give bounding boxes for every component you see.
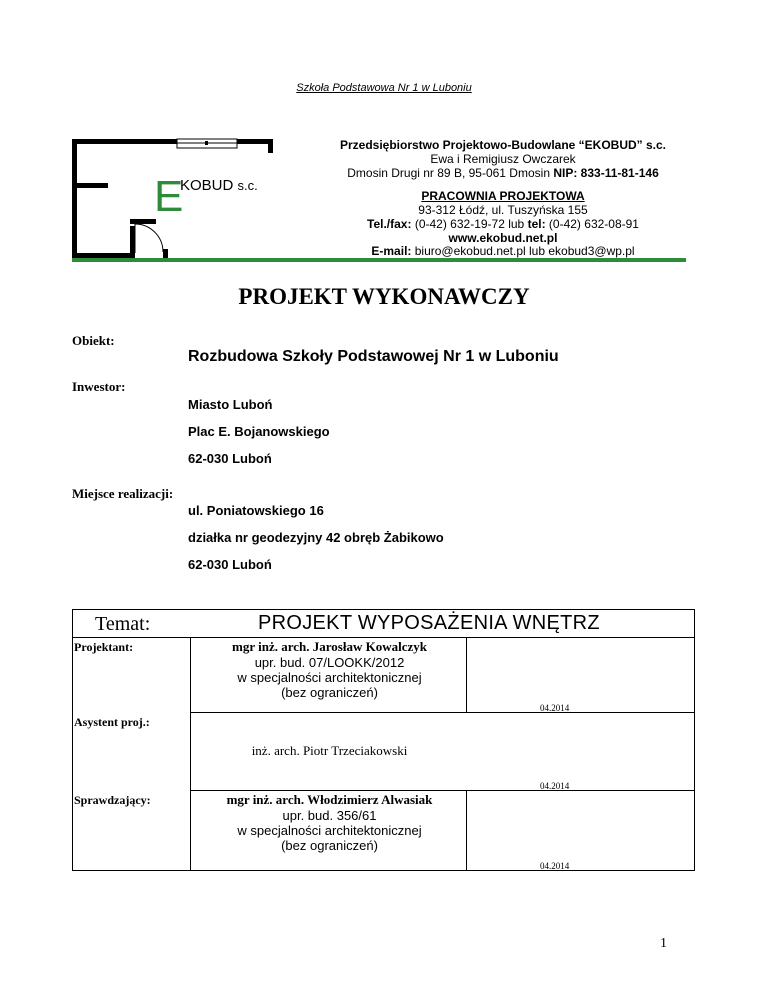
studio-title: PRACOWNIA PROJEKTOWA <box>421 189 585 203</box>
object-label: Obiekt: <box>72 333 115 348</box>
table-divider <box>190 637 191 871</box>
checker-specialty: w specjalności architektonicznej <box>237 823 422 838</box>
checker-limits: (bez ograniczeń) <box>281 838 378 853</box>
location-line-2: działka nr geodezyjny 42 obręb Żabikowo <box>188 530 444 545</box>
document-title: PROJEKT WYKONAWCZY <box>238 284 530 309</box>
email-line <box>318 244 688 258</box>
logo-letter-e: E <box>154 172 184 221</box>
location-line-1: ul. Poniatowskiego 16 <box>188 503 324 518</box>
phone-label: Tel./fax: <box>367 217 412 231</box>
company-nip: NIP: 833-11-81-146 <box>553 166 659 180</box>
topic-value: PROJEKT WYPOSAŻENIA WNĘTRZ <box>258 612 600 634</box>
designer-specialty: w specjalności architektonicznej <box>237 670 422 685</box>
investor-label: Inwestor: <box>72 379 126 394</box>
company-address-line <box>318 166 688 180</box>
investor-line-2: Plac E. Bojanowskiego <box>188 424 330 439</box>
logo-suffix: s.c. <box>237 178 258 193</box>
table-divider <box>190 712 695 713</box>
studio-address: 93-312 Łódź, ul. Tuszyńska 155 <box>418 203 588 217</box>
ekobud-logo <box>72 131 302 271</box>
company-website[interactable]: www.ekobud.net.pl <box>448 231 558 245</box>
object-value: Rozbudowa Szkoły Podstawowej Nr 1 w Luboniu <box>188 348 559 365</box>
company-owners: Ewa i Remigiusz Owczarek <box>430 152 576 166</box>
location-line-3: 62-030 Luboń <box>188 557 272 572</box>
designer-label: Projektant: <box>74 640 134 654</box>
email-label: E-mail: <box>371 244 412 258</box>
investor-line-1: Miasto Luboń <box>188 397 273 412</box>
floor-plan-logo-icon <box>72 131 302 271</box>
investor-line-3: 62-030 Luboń <box>188 451 272 466</box>
checker-license: upr. bud. 356/61 <box>282 808 377 823</box>
location-label: Miejsce realizacji: <box>72 486 174 501</box>
designer-name: mgr inż. arch. Jarosław Kowalczyk <box>232 639 427 654</box>
topic-label: Temat: <box>95 613 151 635</box>
checker-name: mgr inż. arch. Włodzimierz Alwasiak <box>226 792 433 807</box>
table-divider <box>72 637 695 638</box>
phone-line <box>318 217 688 231</box>
page-number: 1 <box>660 936 667 951</box>
assistant-label: Asystent proj.: <box>74 715 150 729</box>
email-value[interactable]: biuro@ekobud.net.pl lub ekobud3@wp.pl <box>414 244 635 258</box>
checker-date: 04.2014 <box>540 861 570 871</box>
assistant-name: inż. arch. Piotr Trzeciakowski <box>251 743 408 758</box>
header-school-name: Szkoła Podstawowa Nr 1 w Luboniu <box>296 82 472 94</box>
tel-label: tel: <box>527 217 546 231</box>
header-divider <box>72 258 686 262</box>
checker-label: Sprawdzający: <box>74 793 151 807</box>
designer-date: 04.2014 <box>540 703 570 713</box>
company-name: Przedsiębiorstwo Projektowo-Budowlane “EKOBUD” s.c. <box>339 138 667 152</box>
designer-limits: (bez ograniczeń) <box>281 685 378 700</box>
logo-word: KOBUD <box>180 177 234 194</box>
table-divider <box>190 790 695 791</box>
designer-license: upr. bud. 07/LOOKK/2012 <box>254 655 405 670</box>
company-address: Dmosin Drugi nr 89 B, 95-061 Dmosin <box>347 166 550 180</box>
assistant-date: 04.2014 <box>540 781 570 791</box>
phone-value: (0-42) 632-19-72 lub <box>414 217 525 231</box>
tel-value: (0-42) 632-08-91 <box>548 217 639 231</box>
